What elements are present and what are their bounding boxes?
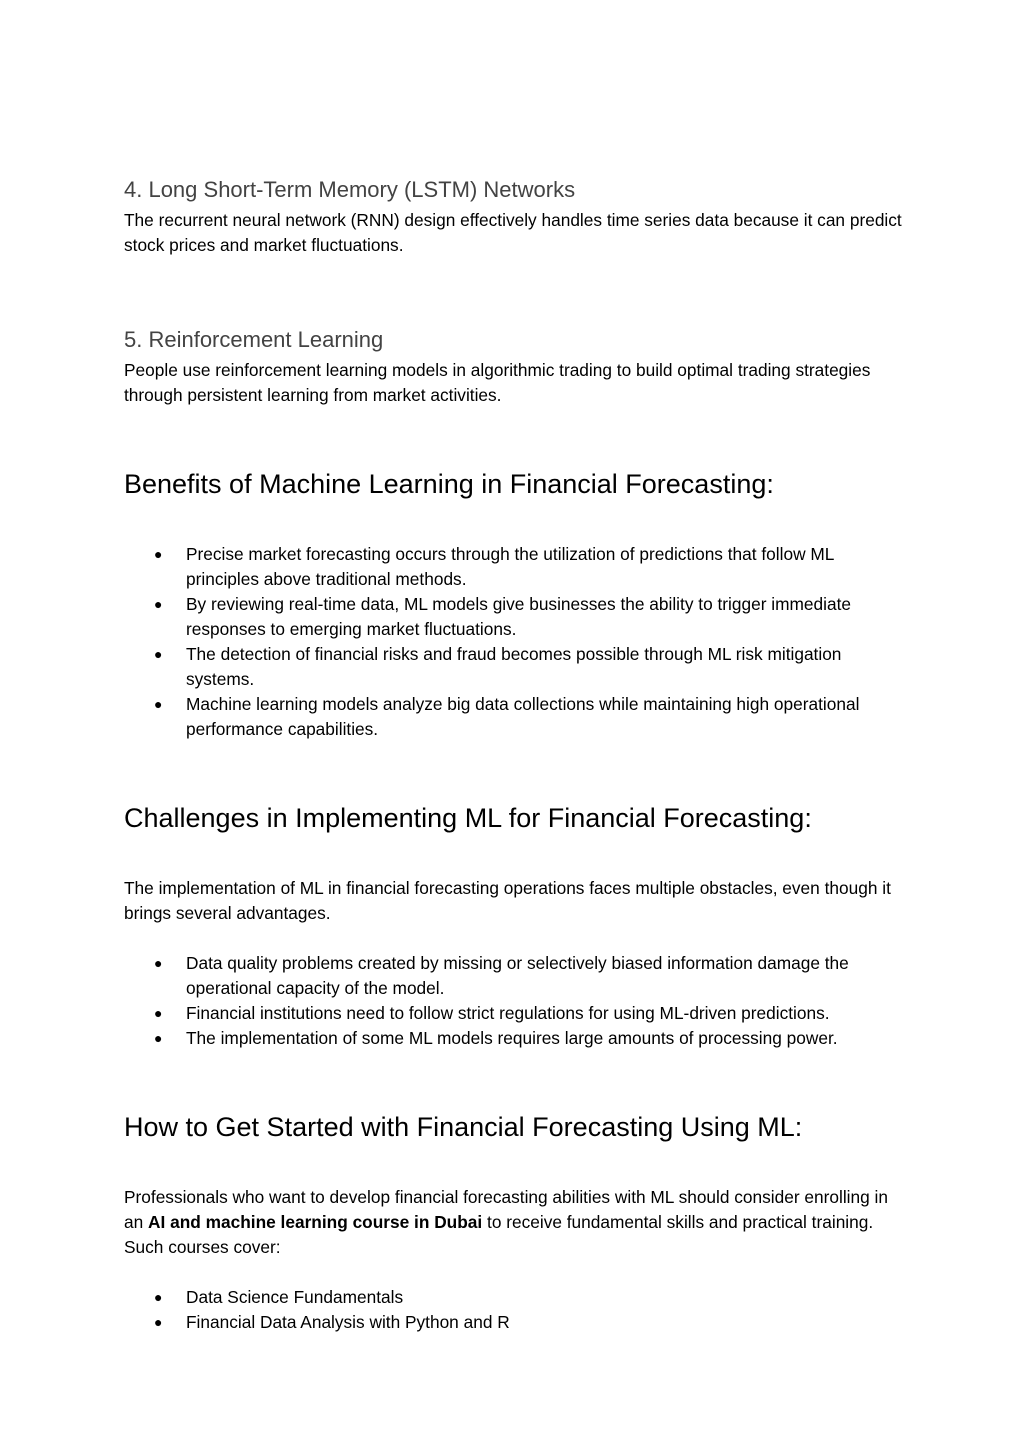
benefits-heading: Benefits of Machine Learning in Financial Forecasting:	[124, 469, 774, 499]
bullet-icon: ●	[154, 696, 163, 712]
list-item	[124, 951, 904, 1001]
list-item	[124, 1026, 904, 1051]
bullet-icon: ●	[154, 596, 163, 612]
list-item-text: Financial institutions need to follow strict regulations for using ML-driven predictions.	[186, 1003, 830, 1023]
getting-started-intro	[124, 1185, 904, 1260]
list-item	[124, 1001, 904, 1026]
bullet-icon: ●	[154, 955, 163, 971]
intro-text-end: to receive fundamental skills and practical training. Such courses cover:	[124, 1212, 874, 1257]
challenges-intro: The implementation of ML in financial forecasting operations faces multiple obstacles, even though it brings several advantages.	[124, 878, 891, 923]
getting-started-heading: How to Get Started with Financial Forecasting Using ML:	[124, 1112, 803, 1142]
list-item-text: Machine learning models analyze big data collections while maintaining high operational performance capabilities.	[186, 694, 860, 739]
rl-heading: 5. Reinforcement Learning	[124, 327, 384, 352]
list-item	[124, 592, 904, 642]
list-item-text: Financial Data Analysis with Python and R	[186, 1312, 510, 1332]
rl-body: People use reinforcement learning models in algorithmic trading to build optimal trading strategies through persistent learning from market activities.	[124, 360, 871, 405]
document-page	[124, 174, 904, 1335]
bullet-icon: ●	[154, 1314, 163, 1330]
list-item-text: Precise market forecasting occurs through the utilization of predictions that follow ML principles above traditional methods.	[186, 544, 834, 589]
intro-text: Professionals who want to develop financial forecasting abilities with ML should consider enrolling in an	[124, 1187, 888, 1232]
list-item-text: The implementation of some ML models requires large amounts of processing power.	[186, 1028, 838, 1048]
bullet-icon: ●	[154, 1030, 163, 1046]
list-item	[124, 642, 904, 692]
bullet-icon: ●	[154, 1005, 163, 1021]
course-name: AI and machine learning course in Dubai	[148, 1212, 483, 1232]
list-item	[124, 1285, 904, 1310]
courses-list	[124, 1285, 904, 1335]
lstm-heading: 4. Long Short-Term Memory (LSTM) Networks	[124, 177, 576, 202]
challenges-list	[124, 951, 904, 1051]
list-item-text: Data Science Fundamentals	[186, 1287, 404, 1307]
list-item	[124, 692, 904, 742]
bullet-icon: ●	[154, 1289, 163, 1305]
bullet-icon: ●	[154, 546, 163, 562]
bullet-icon: ●	[154, 646, 163, 662]
list-item	[124, 542, 904, 592]
benefits-list	[124, 542, 904, 742]
lstm-body: The recurrent neural network (RNN) design effectively handles time series data because it can predict stock prices and market fluctuations.	[124, 210, 902, 255]
list-item-text: By reviewing real-time data, ML models give businesses the ability to trigger immediate responses to emerging market fluctuations.	[186, 594, 851, 639]
list-item-text: The detection of financial risks and fraud becomes possible through ML risk mitigation systems.	[186, 644, 842, 689]
list-item-text: Data quality problems created by missing or selectively biased information damage the operational capacity of the model.	[186, 953, 849, 998]
list-item	[124, 1310, 904, 1335]
challenges-heading: Challenges in Implementing ML for Financial Forecasting:	[124, 803, 812, 833]
